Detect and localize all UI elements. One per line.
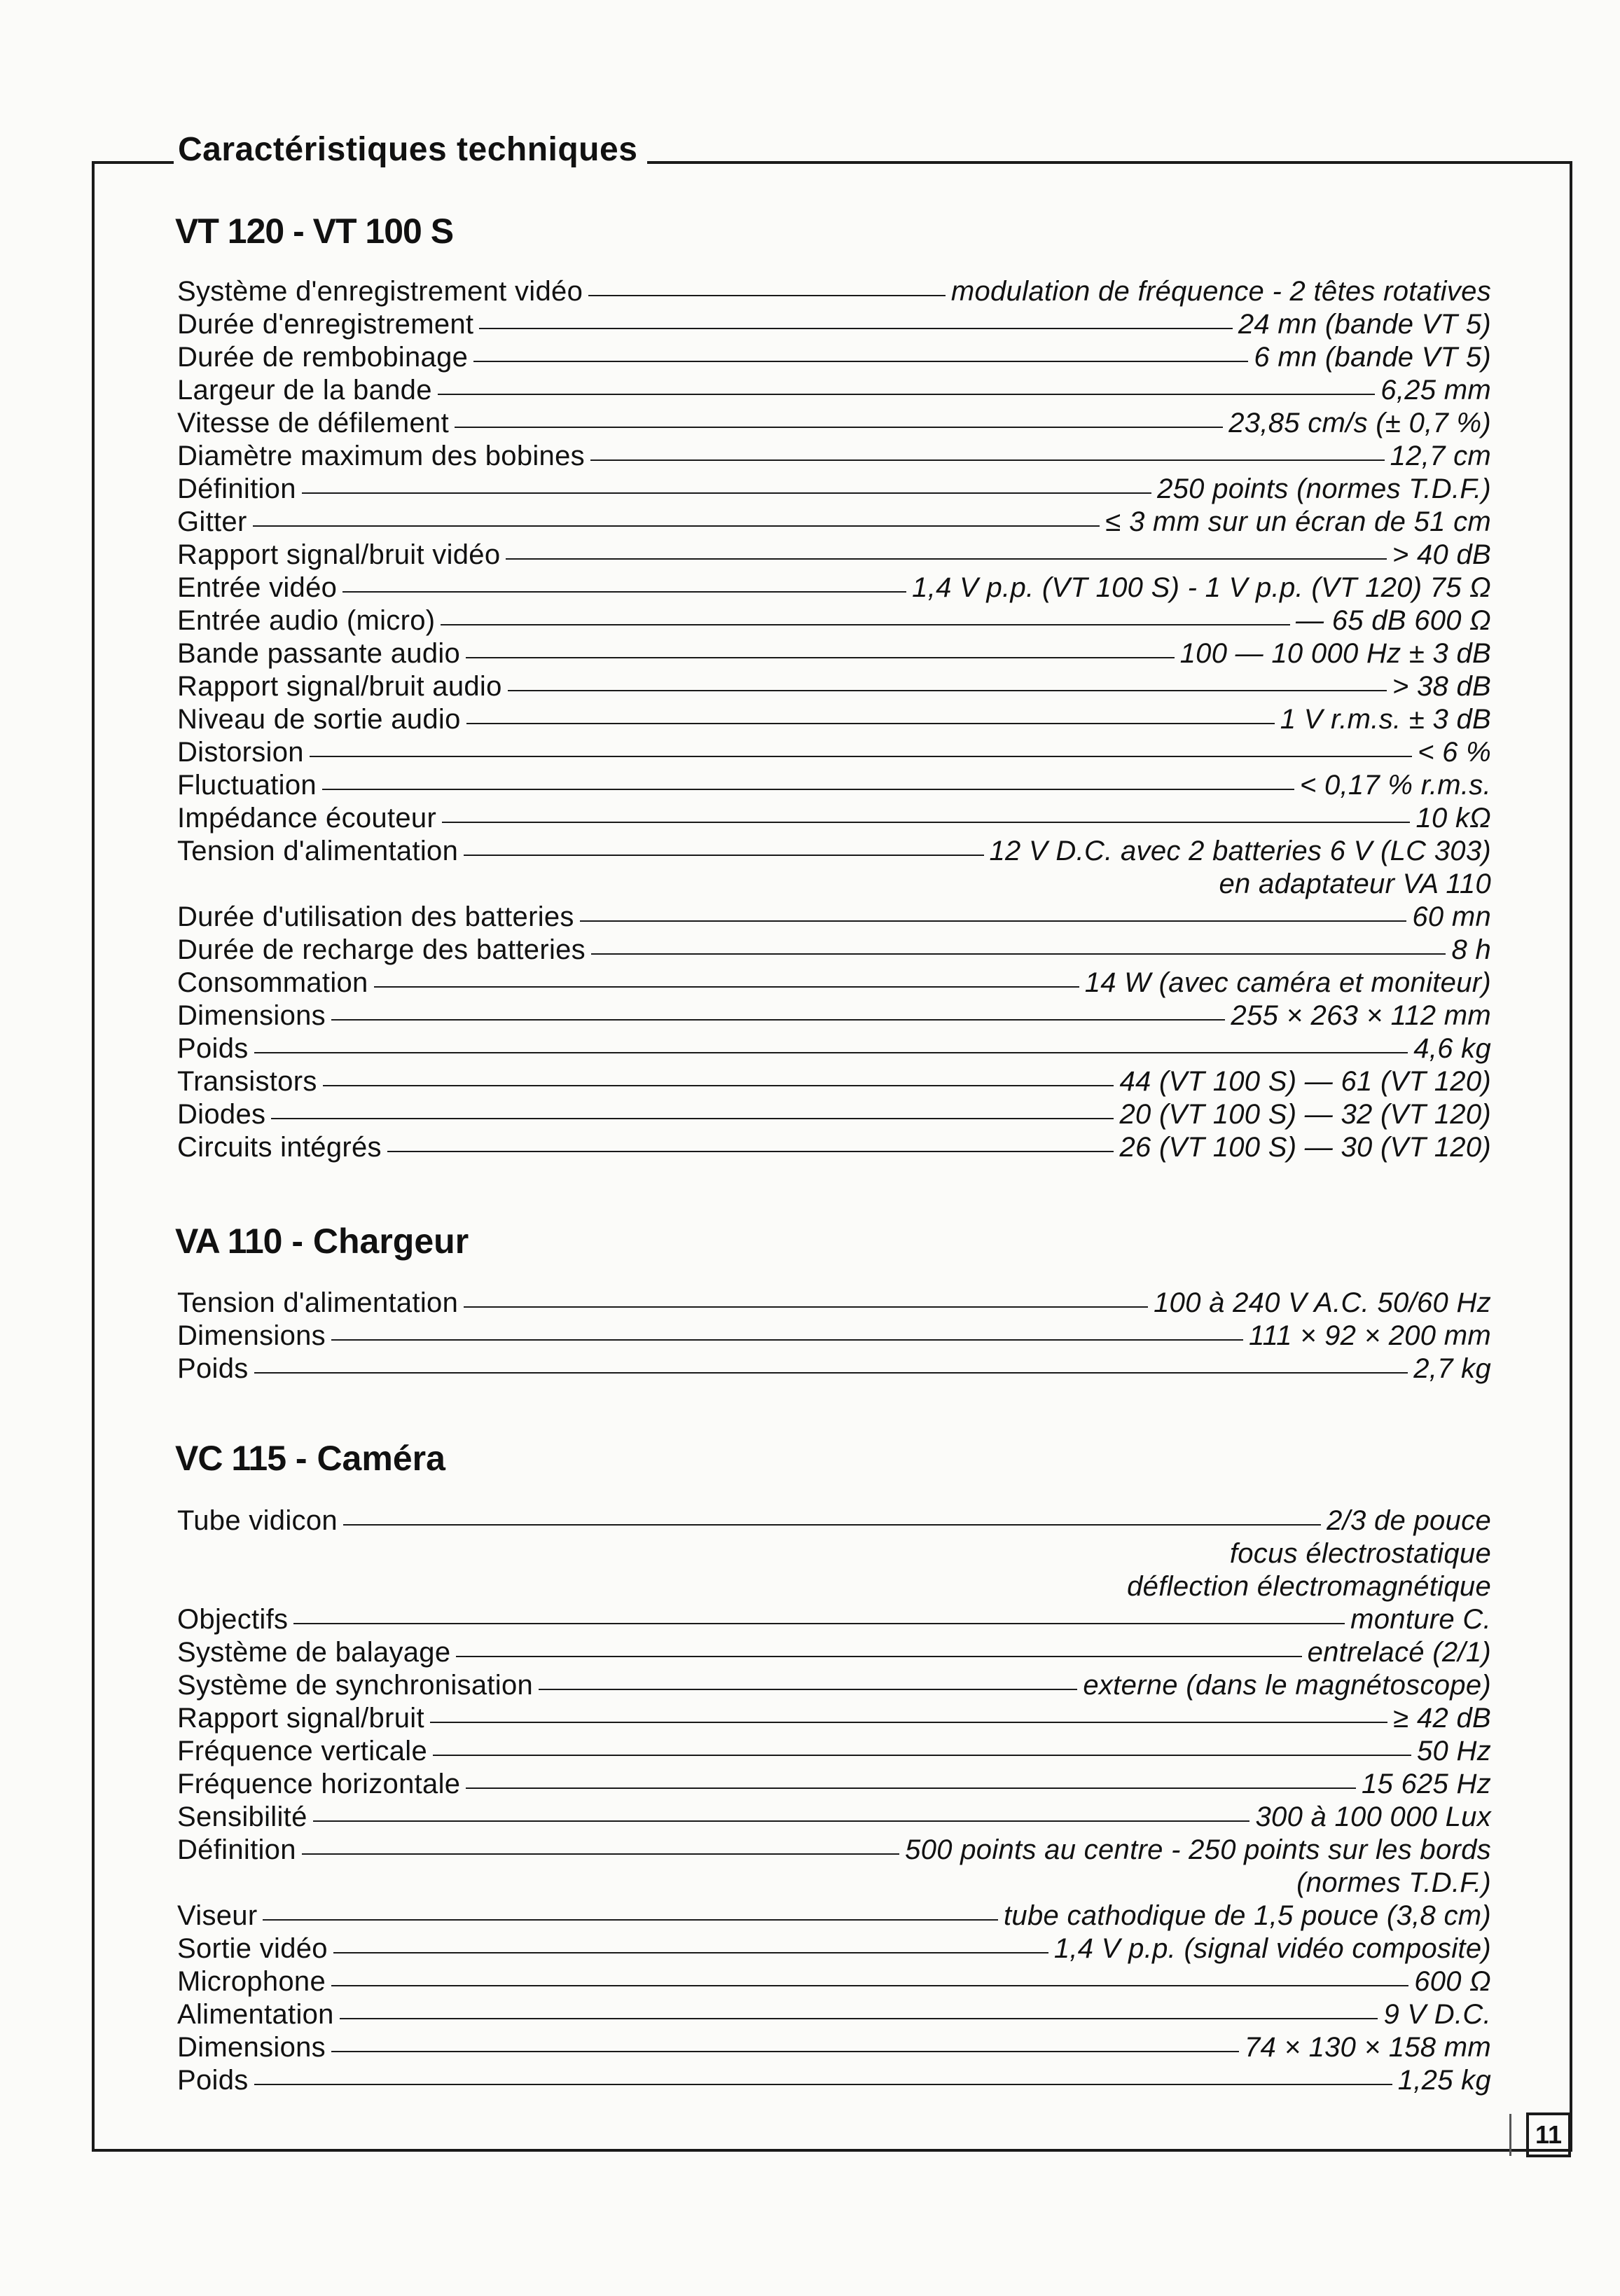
- spec-label: Bande passante audio: [177, 638, 461, 669]
- spec-value: monture C.: [1350, 1604, 1491, 1635]
- leader-line: [591, 953, 1446, 955]
- spec-label: Fréquence verticale: [177, 1736, 427, 1766]
- spec-value: 10 kΩ: [1415, 803, 1491, 834]
- section-model: VT 120 - VT 100 S: [175, 212, 454, 251]
- spec-label: Système de balayage: [177, 1637, 451, 1668]
- spec-row: [177, 835, 1491, 868]
- spec-row: [177, 1998, 1491, 2031]
- leader-line: [254, 2084, 1392, 2085]
- spec-label: Durée de recharge des batteries: [177, 934, 586, 965]
- spec-value-continuation: (normes T.D.F.): [1296, 1867, 1491, 1898]
- spec-row: [177, 374, 1491, 407]
- spec-label: Poids: [177, 1033, 249, 1064]
- spec-row: [177, 1965, 1491, 1998]
- section-title-vc115: [175, 1436, 445, 1481]
- spec-value: 6 mn (bande VT 5): [1254, 342, 1491, 373]
- spec-label: Impédance écouteur: [177, 803, 437, 834]
- spec-label: Sortie vidéo: [177, 1933, 328, 1964]
- leader-line: [430, 1722, 1387, 1723]
- leader-line: [479, 328, 1233, 329]
- spec-row: [177, 769, 1491, 802]
- spec-row: [177, 506, 1491, 539]
- spec-value: 9 V D.C.: [1383, 1999, 1491, 2030]
- leader-line: [254, 1372, 1408, 1374]
- spec-row: [177, 637, 1491, 670]
- leader-line: [387, 1151, 1114, 1152]
- spec-label: Tension d'alimentation: [177, 836, 459, 866]
- margin-mark: [1509, 2114, 1511, 2156]
- spec-label: Entrée vidéo: [177, 572, 338, 603]
- spec-label: Poids: [177, 2065, 249, 2096]
- spec-row: [177, 1768, 1491, 1801]
- leader-line: [473, 361, 1248, 362]
- spec-value: 111 × 92 × 200 mm: [1248, 1320, 1491, 1351]
- spec-label: Dimensions: [177, 1000, 326, 1031]
- spec-label: Diodes: [177, 1099, 266, 1130]
- leader-line: [464, 1306, 1148, 1308]
- spec-row: [177, 407, 1491, 440]
- spec-value: 6,25 mm: [1380, 375, 1491, 406]
- leader-line: [313, 1820, 1250, 1822]
- spec-value: 14 W (avec caméra et moniteur): [1084, 967, 1491, 998]
- spec-label: Gitter: [177, 506, 247, 537]
- leader-line: [263, 1919, 998, 1921]
- spec-label: Tube vidicon: [177, 1505, 338, 1536]
- leader-line: [310, 756, 1412, 757]
- spec-value: < 6 %: [1418, 737, 1491, 768]
- spec-value: 50 Hz: [1417, 1736, 1491, 1766]
- leader-line: [506, 558, 1386, 560]
- spec-label: Transistors: [177, 1066, 317, 1097]
- leader-line: [539, 1689, 1077, 1690]
- spec-label: Système d'enregistrement vidéo: [177, 276, 583, 307]
- leader-line: [590, 459, 1385, 461]
- spec-label: Système de synchronisation: [177, 1670, 534, 1701]
- spec-row: [177, 934, 1491, 967]
- leader-line: [588, 295, 946, 296]
- spec-value: 8 h: [1451, 934, 1491, 965]
- spec-value: ≤ 3 mm sur un écran de 51 cm: [1105, 506, 1491, 537]
- spec-row: [177, 1900, 1491, 1932]
- spec-label: Fluctuation: [177, 770, 317, 801]
- leader-line: [580, 920, 1407, 922]
- leader-line: [442, 822, 1410, 823]
- leader-line: [253, 525, 1100, 527]
- spec-label: Définition: [177, 473, 296, 504]
- leader-line: [456, 1656, 1301, 1657]
- section-model: VA 110: [175, 1222, 282, 1261]
- leader-line: [464, 855, 983, 856]
- spec-value: 74 × 130 × 158 mm: [1245, 2032, 1491, 2063]
- leader-line: [343, 1524, 1321, 1526]
- spec-value: 100 — 10 000 Hz ± 3 dB: [1179, 638, 1491, 669]
- spec-value: 44 (VT 100 S) — 61 (VT 120): [1119, 1066, 1491, 1097]
- spec-label: Tension d'alimentation: [177, 1287, 459, 1318]
- spec-row: [177, 1932, 1491, 1965]
- spec-row: [177, 2031, 1491, 2064]
- spec-label: Poids: [177, 1353, 249, 1384]
- leader-line: [322, 789, 1294, 790]
- spec-row: [177, 1065, 1491, 1098]
- spec-label: Durée d'enregistrement: [177, 309, 474, 340]
- leader-line: [331, 1339, 1243, 1341]
- spec-value: entrelacé (2/1): [1307, 1637, 1491, 1668]
- leader-line: [293, 1623, 1345, 1624]
- spec-label: Rapport signal/bruit audio: [177, 671, 502, 702]
- spec-value: 250 points (normes T.D.F.): [1157, 473, 1491, 504]
- section-model: VC 115: [175, 1439, 286, 1478]
- spec-label: Alimentation: [177, 1999, 334, 2030]
- spec-row: [177, 802, 1491, 835]
- spec-value: 300 à 100 000 Lux: [1255, 1801, 1491, 1832]
- spec-row: [177, 308, 1491, 341]
- spec-value: < 0,17 % r.m.s.: [1299, 770, 1491, 801]
- spec-value: > 38 dB: [1392, 671, 1491, 702]
- spec-value: 2/3 de pouce: [1327, 1505, 1491, 1536]
- spec-value: 24 mn (bande VT 5): [1238, 309, 1491, 340]
- spec-label: Dimensions: [177, 1320, 326, 1351]
- leader-line: [331, 1985, 1408, 1986]
- spec-row: [177, 1505, 1491, 1537]
- spec-label: Durée d'utilisation des batteries: [177, 901, 574, 932]
- spec-row: [177, 670, 1491, 703]
- spec-value: 26 (VT 100 S) — 30 (VT 120): [1119, 1132, 1491, 1163]
- leader-line: [331, 1019, 1225, 1021]
- leader-line: [340, 2018, 1378, 2019]
- spec-row: [177, 275, 1491, 308]
- section-title-vt120: [175, 209, 453, 254]
- spec-row: [177, 703, 1491, 736]
- spec-value: ≥ 42 dB: [1393, 1703, 1491, 1734]
- spec-row: [177, 1801, 1491, 1834]
- spec-value: 600 Ω: [1414, 1966, 1491, 1997]
- leader-line: [342, 591, 906, 593]
- spec-row: [177, 901, 1491, 934]
- leader-line: [333, 1952, 1048, 1953]
- spec-row: [177, 1131, 1491, 1164]
- spec-label: Entrée audio (micro): [177, 605, 436, 636]
- spec-label: Circuits intégrés: [177, 1132, 382, 1163]
- spec-value: externe (dans le magnétoscope): [1083, 1670, 1491, 1701]
- spec-label: Largeur de la bande: [177, 375, 432, 406]
- leader-line: [466, 657, 1175, 658]
- spec-row: [177, 572, 1491, 604]
- leader-line: [455, 427, 1223, 428]
- spec-value: 1,4 V p.p. (signal vidéo composite): [1053, 1933, 1491, 1964]
- spec-row: [177, 1353, 1491, 1385]
- spec-row: [177, 1702, 1491, 1735]
- spec-label: Fréquence horizontale: [177, 1769, 461, 1799]
- spec-label: Objectifs: [177, 1604, 289, 1635]
- spec-label: Microphone: [177, 1966, 326, 1997]
- spec-value: 23,85 cm/s (± 0,7 %): [1228, 408, 1491, 438]
- spec-list-vt120: [177, 275, 1491, 1164]
- spec-value: 1,4 V p.p. (VT 100 S) - 1 V p.p. (VT 120) 75 Ω: [912, 572, 1491, 603]
- spec-value: 4,6 kg: [1413, 1033, 1491, 1064]
- spec-list-vc115: [177, 1505, 1491, 2097]
- leader-line: [323, 1085, 1114, 1086]
- spec-row: [177, 1032, 1491, 1065]
- spec-value: 255 × 263 × 112 mm: [1231, 1000, 1491, 1031]
- spec-row: [177, 604, 1491, 637]
- leader-line: [302, 492, 1151, 494]
- spec-row: [177, 1603, 1491, 1636]
- spec-row: [177, 473, 1491, 506]
- leader-line: [441, 624, 1290, 625]
- spec-value: modulation de fréquence - 2 têtes rotatives: [950, 276, 1491, 307]
- spec-value: 1 V r.m.s. ± 3 dB: [1280, 704, 1491, 735]
- spec-row: [177, 341, 1491, 374]
- spec-list-va110: [177, 1287, 1491, 1385]
- leader-line: [466, 1787, 1356, 1789]
- spec-label: Dimensions: [177, 2032, 326, 2063]
- spec-value: 100 à 240 V A.C. 50/60 Hz: [1154, 1287, 1491, 1318]
- spec-value: — 65 dB 600 Ω: [1296, 605, 1491, 636]
- spec-value-continuation: en adaptateur VA 110: [1219, 869, 1491, 899]
- leader-line: [466, 723, 1275, 724]
- spec-row: [177, 1320, 1491, 1353]
- page-number: 11: [1526, 2112, 1571, 2157]
- spec-label: Rapport signal/bruit: [177, 1703, 424, 1734]
- leader-line: [254, 1052, 1408, 1053]
- spec-value: 12,7 cm: [1390, 441, 1491, 471]
- spec-row: [177, 539, 1491, 572]
- spec-value-continuation: focus électrostatique: [1229, 1538, 1491, 1569]
- section-name: - Chargeur: [282, 1222, 469, 1261]
- spec-value: 15 625 Hz: [1361, 1769, 1491, 1799]
- page-title: Caractéristiques techniques: [174, 127, 647, 172]
- spec-row: [177, 1669, 1491, 1702]
- leader-line: [331, 2051, 1239, 2052]
- spec-row: [177, 1834, 1491, 1867]
- section-title-va110: [175, 1219, 469, 1264]
- spec-value: 12 V D.C. avec 2 batteries 6 V (LC 303): [989, 836, 1491, 866]
- spec-value: > 40 dB: [1392, 539, 1491, 570]
- spec-row: [177, 736, 1491, 769]
- spec-label: Durée de rembobinage: [177, 342, 469, 373]
- spec-label: Définition: [177, 1834, 296, 1865]
- spec-value-continuation: déflection électromagnétique: [1127, 1571, 1491, 1602]
- spec-row: [177, 1098, 1491, 1131]
- spec-value: 1,25 kg: [1397, 2065, 1491, 2096]
- spec-row: [177, 1000, 1491, 1032]
- spec-label: Viseur: [177, 1900, 258, 1931]
- spec-label: Vitesse de défilement: [177, 408, 450, 438]
- spec-value: 60 mn: [1412, 901, 1491, 932]
- spec-row: [177, 967, 1491, 1000]
- leader-line: [508, 690, 1387, 691]
- leader-line: [433, 1755, 1411, 1756]
- spec-label: Sensibilité: [177, 1801, 307, 1832]
- spec-row: [177, 440, 1491, 473]
- spec-label: Consommation: [177, 967, 368, 998]
- spec-row: [177, 1636, 1491, 1669]
- leader-line: [271, 1118, 1114, 1119]
- spec-value: 2,7 kg: [1413, 1353, 1491, 1384]
- spec-row: [177, 1735, 1491, 1768]
- spec-label: Distorsion: [177, 737, 304, 768]
- spec-label: Diamètre maximum des bobines: [177, 441, 585, 471]
- spec-value: tube cathodique de 1,5 pouce (3,8 cm): [1003, 1900, 1491, 1931]
- spec-label: Niveau de sortie audio: [177, 704, 461, 735]
- section-name: - Caméra: [286, 1439, 445, 1478]
- spec-row: [177, 2064, 1491, 2097]
- leader-line: [438, 394, 1376, 395]
- spec-value: 20 (VT 100 S) — 32 (VT 120): [1119, 1099, 1491, 1130]
- spec-value: 500 points au centre - 250 points sur les bords: [905, 1834, 1491, 1865]
- spec-row: [177, 1287, 1491, 1320]
- leader-line: [374, 986, 1079, 988]
- spec-label: Rapport signal/bruit vidéo: [177, 539, 501, 570]
- leader-line: [302, 1853, 899, 1855]
